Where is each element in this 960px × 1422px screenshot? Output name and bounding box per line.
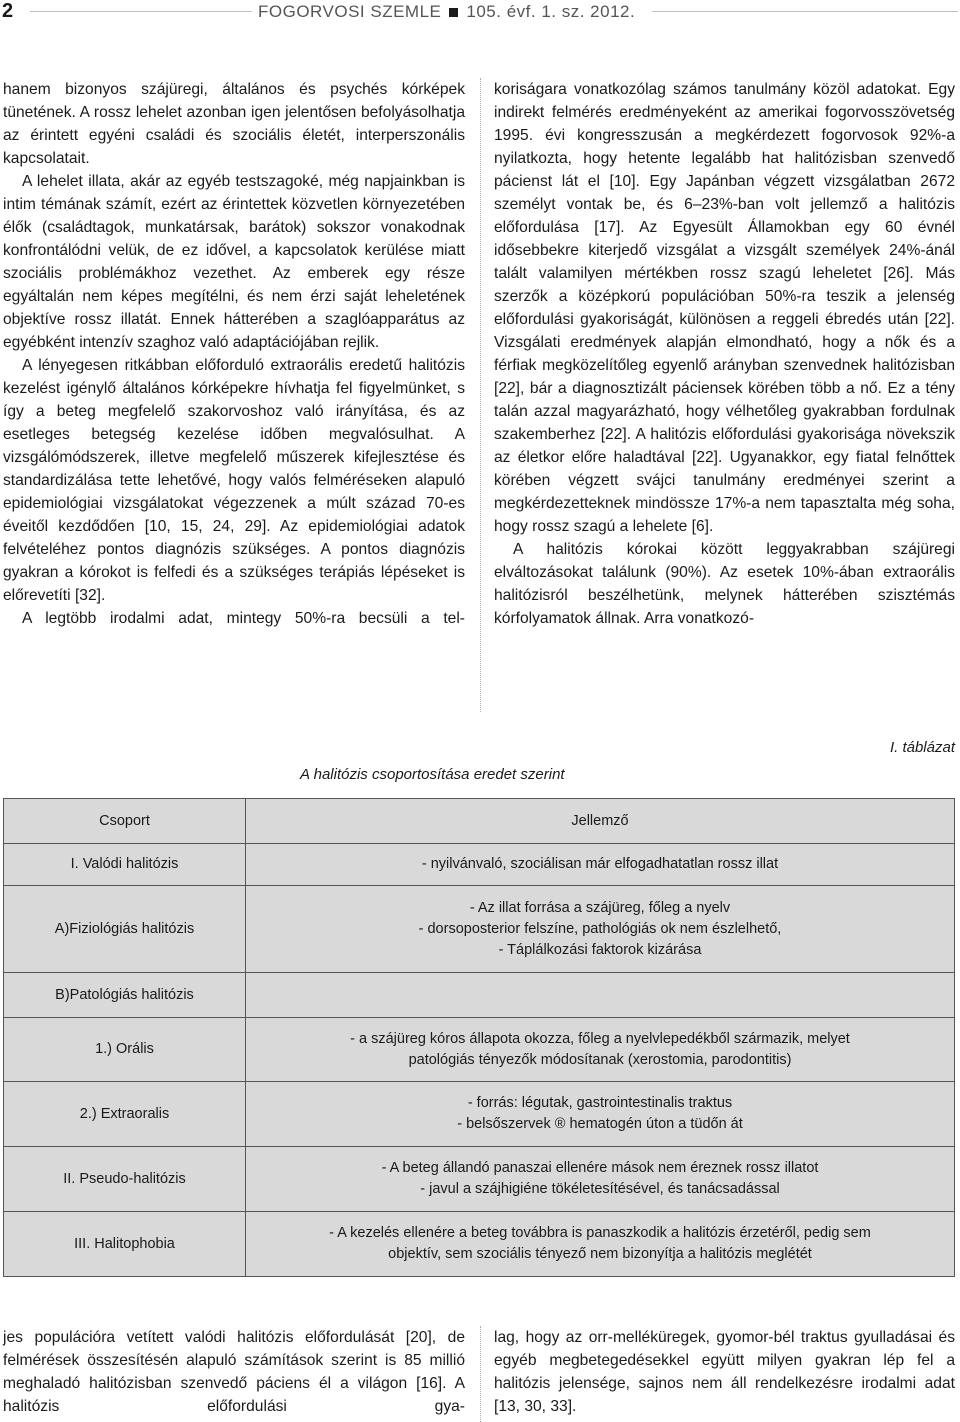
table-row: [4, 844, 955, 886]
table-row: [4, 973, 955, 1018]
feature-line: - Az illat forrása a szájüreg, főleg a nyelv: [469, 899, 731, 916]
column-divider: [480, 78, 481, 712]
page-header: [0, 0, 960, 30]
group-cell: III. Halitophobia: [4, 1212, 246, 1277]
paragraph: A legtöbb irodalmi adat, mintegy 50%-ra becsüli a tel-: [22, 610, 465, 627]
feature-line: - a szájüreg kóros állapota okozza, főleg a nyelvlepedékből származik, melyet: [350, 1030, 850, 1047]
feature-line: - forrás: légutak, gastrointestinalis traktus: [467, 1095, 733, 1111]
header-rule-right: [652, 11, 958, 12]
bottom-left-column: [3, 1326, 465, 1418]
feature-cell-empty: [246, 973, 955, 1018]
feature-line: - belsőszervek ® hematogén úton a tüdőn át: [457, 1116, 743, 1132]
feature-line: - dorsoposterior felszíne, pathológiás ok nem észlelhető,: [418, 920, 782, 937]
table-row: [4, 1212, 955, 1277]
paragraph: A halitózis kórokai között leggyakrabban szájüregi elváltozásokat találunk (90%). Az esetek 10%-ában extraorális halitózisról beszélhetünk, melynek hátterében szisztémás kórfolyamatok állnak. Arra vonatkozó-: [494, 541, 955, 627]
group-cell: II. Pseudo-halitózis: [4, 1147, 246, 1212]
group-cell: 1.) Orális: [4, 1018, 246, 1082]
header-cell-group: Csoport: [4, 799, 246, 844]
feature-line: - nyilvánvaló, szociálisan már elfogadhatatlan rossz illat: [421, 856, 779, 872]
paragraph: korisága​ra vonatkozólag számos tanulmány közöl adatokat. Egy indirekt felmérés eredményeként az amerikai fogorvosszövetség 1995. évi kongresszusán a megkérdezett fogorvosok 92%-a nyilatkozta, hogy hetente legalább hat halitózisban szenvedő pácienst lát el [10]. Egy Japánban végzett vizsgálatban 2672 személyt vontak be, és 6–23%-ban volt jellemző a halitózis előfordulása [17]. Az Egyesült Államokban egy 60 évnél idősebbekre kiterjedő vizsgálat a vizsgált személyek 24%-ánál talált valamilyen mértékben rossz szagú leheletet [26]. Más szerzők a középkorú populációban 50%-ra teszik a jelenség előfordulási gyakoriságát, különösen a reggeli ébredés után [22]. Vizsgálati eredmények alapján elmondható, hogy a nők és a férfiak megközelítőleg egyenlő arányban szenvednek halitózisban [22], bár a diagnosztizált páciensek körében több a nő. Ez a tény talán azzal magyarázható, hogy vélhetőleg gyakrabban fordulnak szakemberhez [22]. A halitózis előfordulási gyakorisága növekszik az életkor előre haladtával [22]. Ugyanakkor, egy fiatal felnőttek körében végzett svájci tanulmány eredményei szerint a megkérdezetteknek mindössze 17%-a nem tapasztalta még soha, hogy rossz szagú a lehelete [6].: [494, 81, 955, 535]
group-cell: I. Valódi halitózis: [4, 844, 246, 886]
page-number: 2: [2, 0, 14, 22]
running-title: [258, 2, 635, 22]
paragraph: lag, hogy az orr-melléküregek, gyomor-bél traktus gyulladásai és egyéb megbetegedésekkel együtt milyen gyakran lép fel a halitózis jelensége, sajnos nem áll rendelkezésre irodalmi adat [13, 30, 33].: [494, 1329, 955, 1415]
table-row: [4, 1082, 955, 1147]
feature-line: - A beteg állandó panaszai ellenére mások nem éreznek rossz illatot: [381, 1160, 819, 1176]
feature-cell: [246, 1147, 955, 1212]
table-row: [4, 1018, 955, 1082]
group-cell: A)Fiziológiás halitózis: [4, 886, 246, 973]
group-cell: 2.) Extraoralis: [4, 1082, 246, 1147]
table-row: [4, 1147, 955, 1212]
feature-cell: [246, 1018, 955, 1082]
bottom-right-column: [494, 1326, 955, 1418]
group-cell: B)Patológiás halitózis: [4, 973, 246, 1018]
journal-name: FOGORVOSI SZEMLE: [258, 2, 442, 21]
table-title: A halitózis csoportosítása eredet szerint: [300, 766, 565, 783]
feature-cell: [246, 1082, 955, 1147]
header-cell-feature: Jellemző: [246, 799, 955, 844]
feature-cell: [246, 1212, 955, 1277]
feature-cell: [246, 886, 955, 973]
halitosis-table: [3, 798, 955, 1277]
feature-line: - Táplálkozási faktorok kizárása: [498, 941, 702, 958]
feature-line: patológiás tényezők módosítanak (xerostomia, parodontitis): [408, 1051, 792, 1068]
right-column: [494, 78, 955, 630]
paragraph: A lényegesen ritkábban előforduló extraorális eredetű halitózis kezelést igénylő általános kórképekre hívhatja fel figyelmünket, s így a beteg megfelelő szakorvoshoz való irányítása, és az esetleges betegség kezelése időben megvalósulhat. A vizsgálómódszerek, illetve megfelelő műszerek kifejlesztése és standardizálása tette lehetővé, hogy valós felméréseken alapuló epidemiológiai vizsgálatokat végezzenek a múlt század 70-es éveitől kezdődően [10, 15, 24, 29]. Az epidemiológiai adatok felvételéhez pontos diagnózis szükséges. A pontos diagnózis gyakran a kórokot is felfedi és a szükséges terápiás lépéseket is előrevetíti [32].: [3, 357, 465, 604]
feature-line: - javul a szájhigiéne tökéletesítésével, és tanácsadással: [420, 1181, 780, 1197]
square-bullet-icon: [449, 8, 458, 17]
feature-line: - A kezelés ellenére a beteg továbbra is panaszkodik a halitózis érzetéről, pedig sem: [329, 1225, 871, 1241]
table-header-row: [4, 799, 955, 844]
header-rule-left: [30, 11, 252, 12]
paragraph: A lehelet illata, akár az egyéb testszagoké, még napjainkban is intim témának számít, ezért az érintettek közvetlen környezetében élők (családtagok, munkatársak, barátok) sokszor vonakodnak konfrontálódni velük, de ez idővel, a kapcsolatok kerülése miatt szociális problémákhoz vezethet. Az emberek egy része egyáltalán nem képes megítélni, és nem érzi saját leheletének objektíve rossz illatát. Ennek hátterében a szaglóapparátus az egyébként intenzív szaghoz való adaptációjában rejlik.: [3, 173, 465, 351]
feature-line: objektív, sem szociális tényező nem bizonyítja a halitózis meglétét: [388, 1246, 812, 1262]
paragraph: hanem bizonyos szájüregi, általános és psychés kórképek tünetének. A rossz lehelet azonban igen jelentősen befolyásolhatja az érintett egyéni családi és szociális életét, interperszonális kapcsolatait.: [3, 81, 465, 167]
table-row: [4, 886, 955, 973]
table-number: I. táblázat: [889, 739, 955, 756]
issue-info: 105. évf. 1. sz. 2012.: [466, 2, 636, 21]
column-divider-bottom: [480, 1326, 481, 1422]
left-column: [3, 78, 465, 630]
paragraph: jes populációra vetített valódi halitózis előfordulását [20], de felmérések összesítésén alapuló számítások szerint is 85 millió meghaladó halitózisban szenvedő páciens él a világon [16]. A halitózis előfordulási gya-: [3, 1329, 465, 1415]
feature-cell: [246, 844, 955, 886]
